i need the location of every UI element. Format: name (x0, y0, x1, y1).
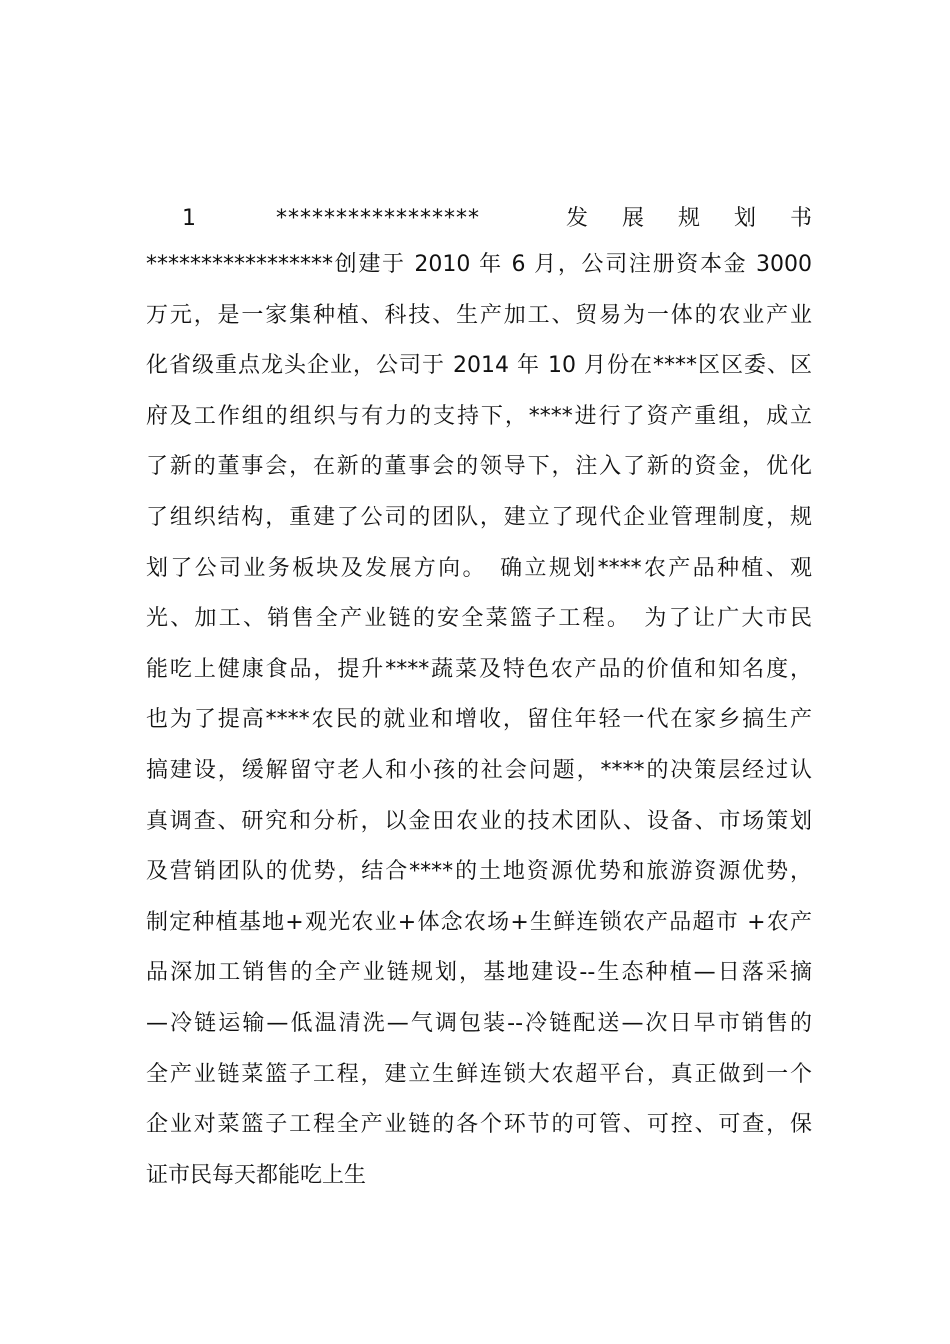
body-line: 光、加工、销售全产业链的安全菜篮子工程。 为了让广大市民 (146, 606, 812, 632)
body-line: 全产业链菜篮子工程，建立生鲜连锁大农超平台，真正做到一个 (146, 1061, 812, 1087)
body-line: 也为了提高****农民的就业和增收，留住年轻一代在家乡搞生产 (146, 707, 812, 733)
body-line: 划了公司业务板块及发展方向。 确立规划****农产品种植、观 (146, 555, 812, 581)
body-line: 真调查、研究和分析，以金田农业的技术团队、设备、市场策划 (146, 808, 812, 834)
body-line: 了组织结构，重建了公司的团队，建立了现代企业管理制度，规 (146, 504, 812, 530)
body-line: 品深加工销售的全产业链规划，基地建设--生态种植—日落采摘 (146, 960, 812, 986)
body-line: 了新的董事会，在新的董事会的领导下，注入了新的资金，优化 (146, 454, 812, 480)
body-line: 万元，是一家集种植、科技、生产加工、贸易为一体的农业产业 (146, 302, 812, 328)
body-line: 及营销团队的优势，结合****的土地资源优势和旅游资源优势， (146, 859, 812, 885)
title-name: ***************** (276, 206, 480, 231)
document-title (146, 201, 812, 237)
body-paragraph (146, 240, 812, 1201)
body-line: *****************创建于 2010 年 6 月，公司注册资本金 3000 (146, 252, 812, 277)
body-line: 制定种植基地+观光农业+体念农场+生鲜连锁农产品超市 +农产 (146, 909, 812, 935)
body-line: 企业对菜篮子工程全产业链的各个环节的可管、可控、可查，保 (146, 1112, 812, 1138)
body-line: 府及工作组的组织与有力的支持下，****进行了资产重组，成立 (146, 403, 812, 429)
title-subtitle: 发 展 规 划 书 (566, 206, 812, 231)
body-line: 证市民每天都能吃上生 (146, 1162, 367, 1188)
body-line: 化省级重点龙头企业，公司于 2014 年 10 月份在****区区委、区 (146, 353, 812, 379)
body-line: 搞建设，缓解留守老人和小孩的社会问题，****的决策层经过认 (146, 757, 812, 783)
body-line: —冷链运输—低温清洗—气调包装--冷链配送—次日早市销售的 (146, 1010, 812, 1036)
body-line: 能吃上健康食品，提升****蔬菜及特色农产品的价值和知名度， (146, 656, 812, 682)
title-number: 1 (182, 206, 196, 231)
